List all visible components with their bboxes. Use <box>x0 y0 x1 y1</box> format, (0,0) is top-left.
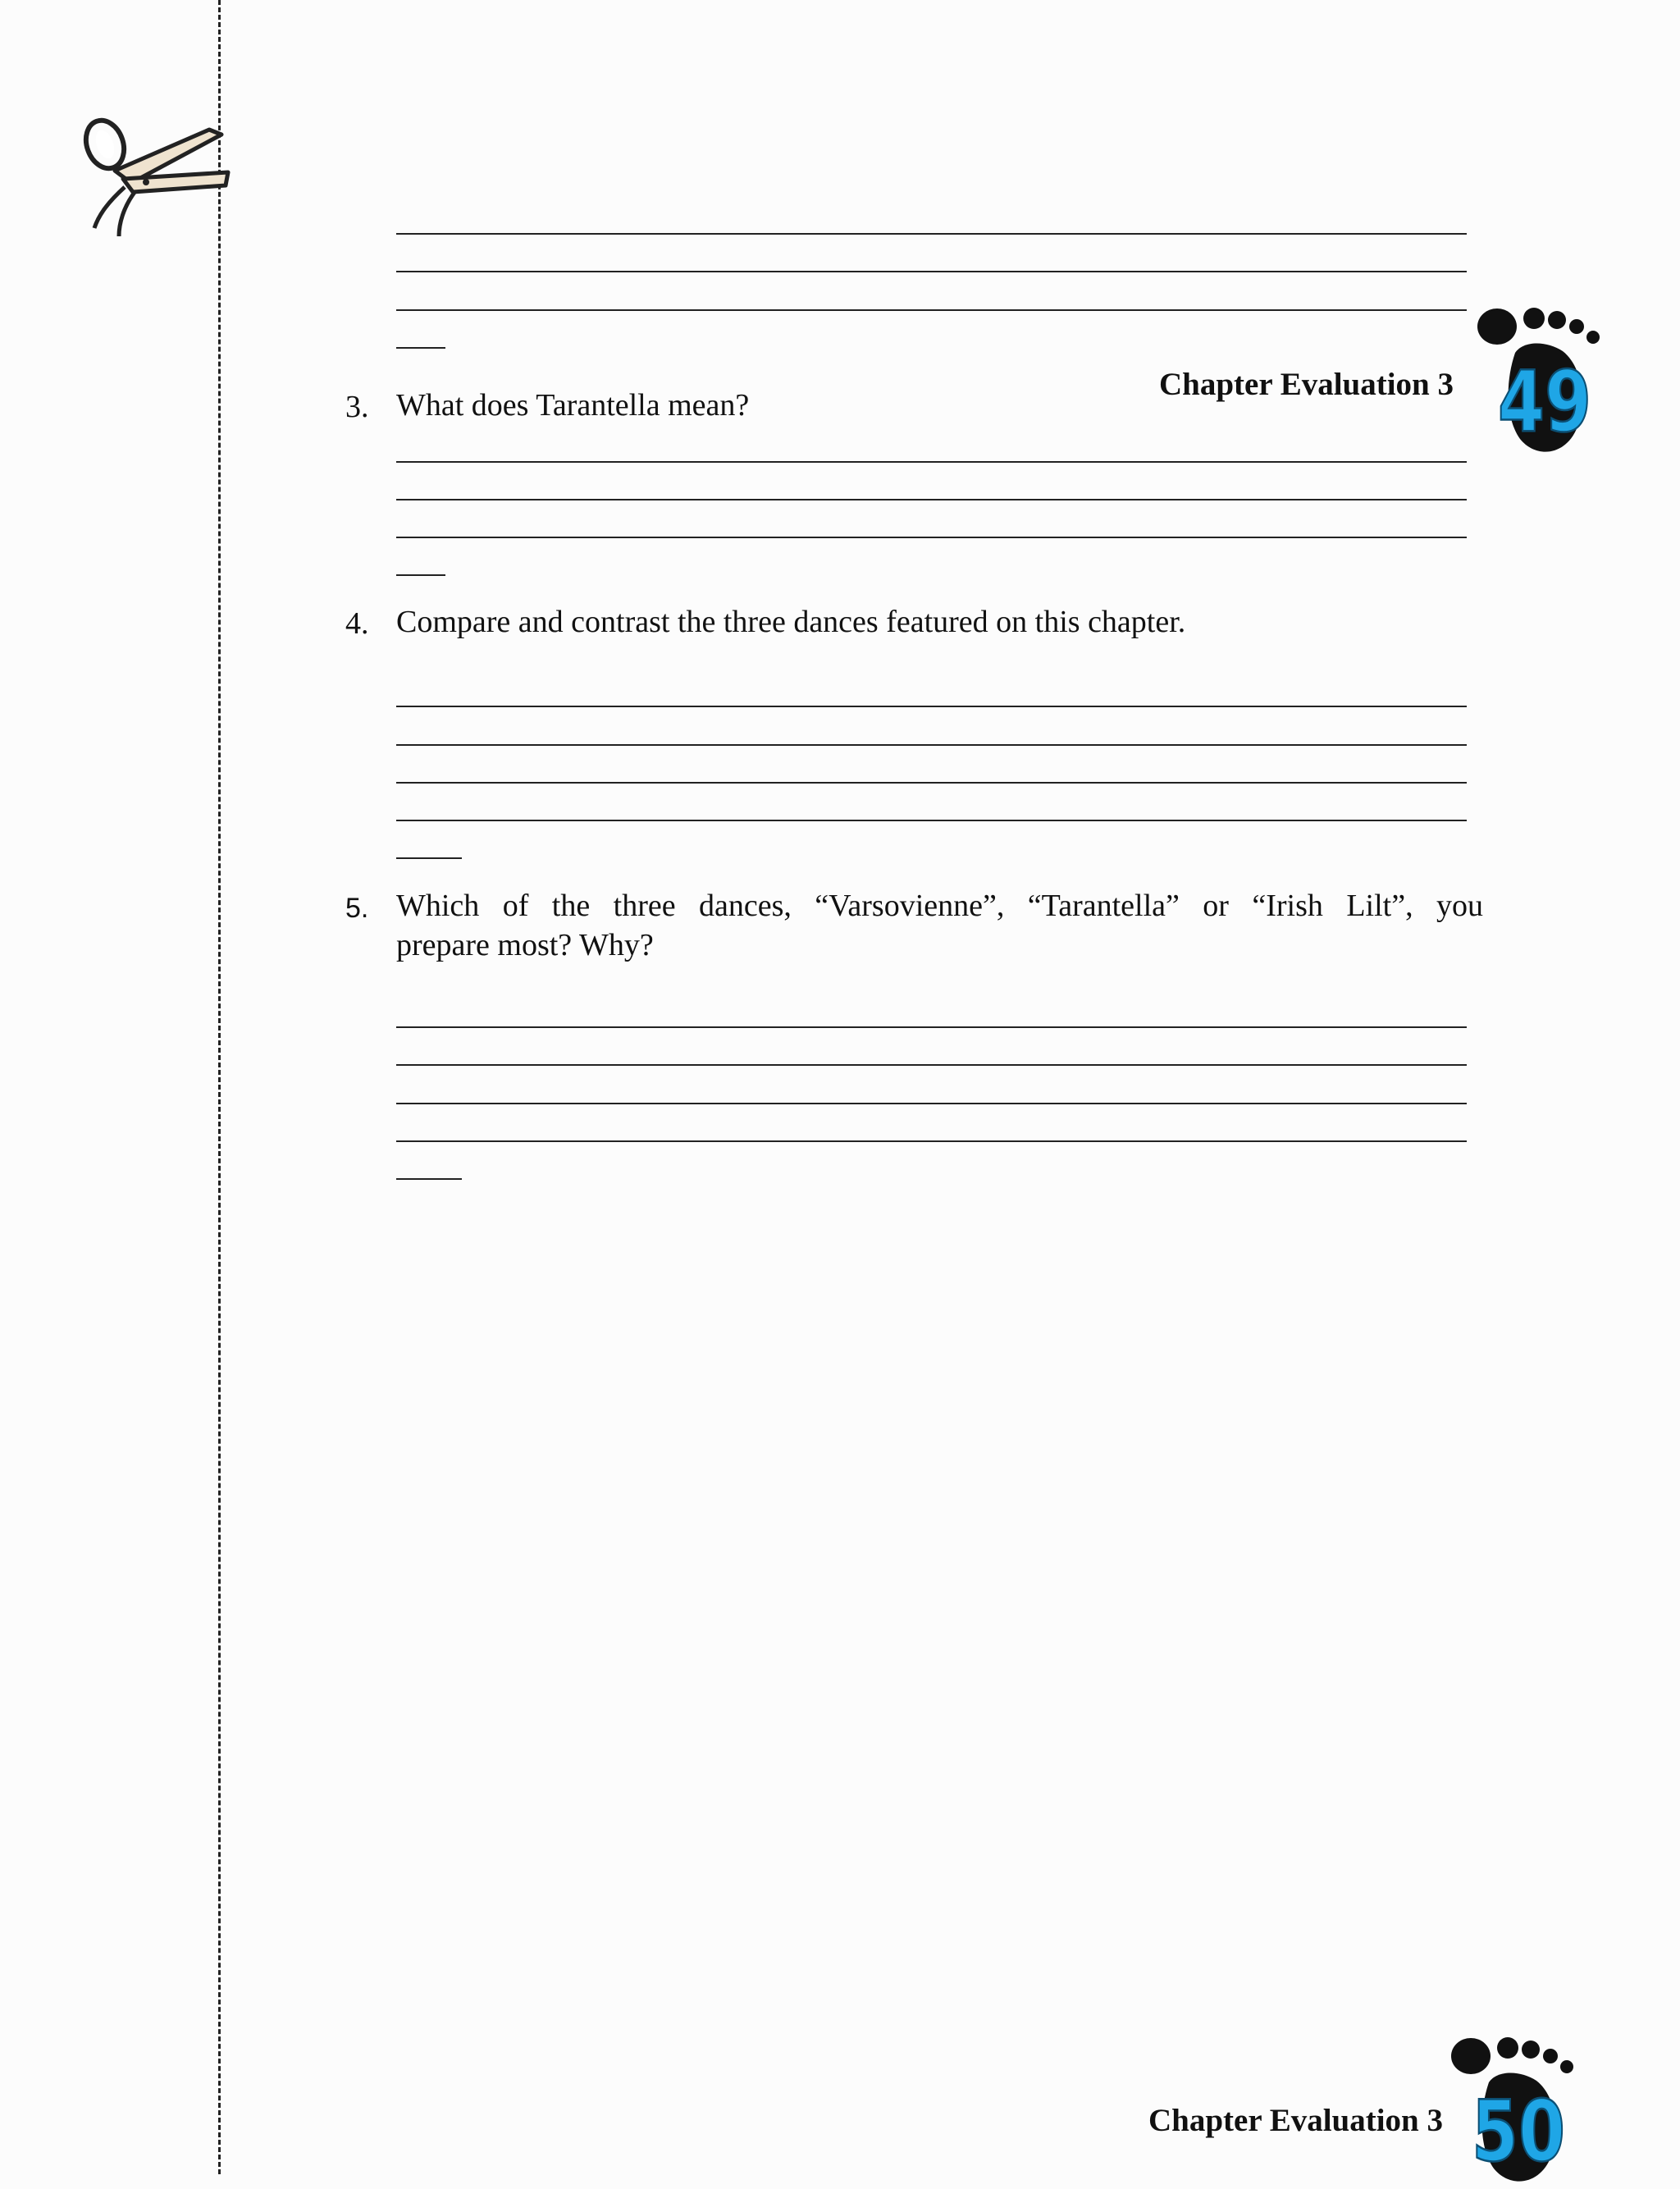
answer-line <box>396 1103 1467 1104</box>
question-text: What does Tarantella mean? <box>396 388 750 423</box>
answer-line <box>396 1140 1467 1142</box>
answer-line-end <box>396 574 445 576</box>
question-number: 5. <box>345 893 369 924</box>
answer-line <box>396 233 1467 235</box>
answer-line <box>396 499 1467 500</box>
page-number-49: 49 <box>1497 353 1592 451</box>
page-number-50: 50 <box>1471 2082 1566 2181</box>
question-text-line: prepare most? Why? <box>396 928 654 962</box>
scissors-icon <box>74 113 238 236</box>
chapter-title-bottom: Chapter Evaluation 3 <box>1148 2103 1443 2138</box>
question-text <box>396 886 1483 965</box>
answer-line <box>396 271 1467 272</box>
footprint-icon <box>1472 304 1612 459</box>
answer-line <box>396 1026 1467 1028</box>
question-number: 4. <box>345 606 369 641</box>
answer-line-end <box>396 347 445 349</box>
answer-line <box>396 309 1467 311</box>
question-number: 3. <box>345 390 369 424</box>
answer-line <box>396 782 1467 784</box>
answer-line <box>396 820 1467 821</box>
answer-line <box>396 537 1467 538</box>
question-text-line: Which of the three dances, “Varsovienne”, “Tarantella” or “Irish Lilt”, you <box>396 889 1483 923</box>
answer-line <box>396 706 1467 707</box>
footprint-icon <box>1446 2033 1586 2189</box>
chapter-title-top: Chapter Evaluation 3 <box>1159 367 1454 402</box>
cut-line <box>218 0 221 2174</box>
answer-line-end <box>396 1178 462 1180</box>
answer-line <box>396 461 1467 463</box>
answer-line-end <box>396 857 462 859</box>
answer-line <box>396 1064 1467 1066</box>
question-text: Compare and contrast the three dances featured on this chapter. <box>396 605 1186 639</box>
answer-line <box>396 744 1467 746</box>
